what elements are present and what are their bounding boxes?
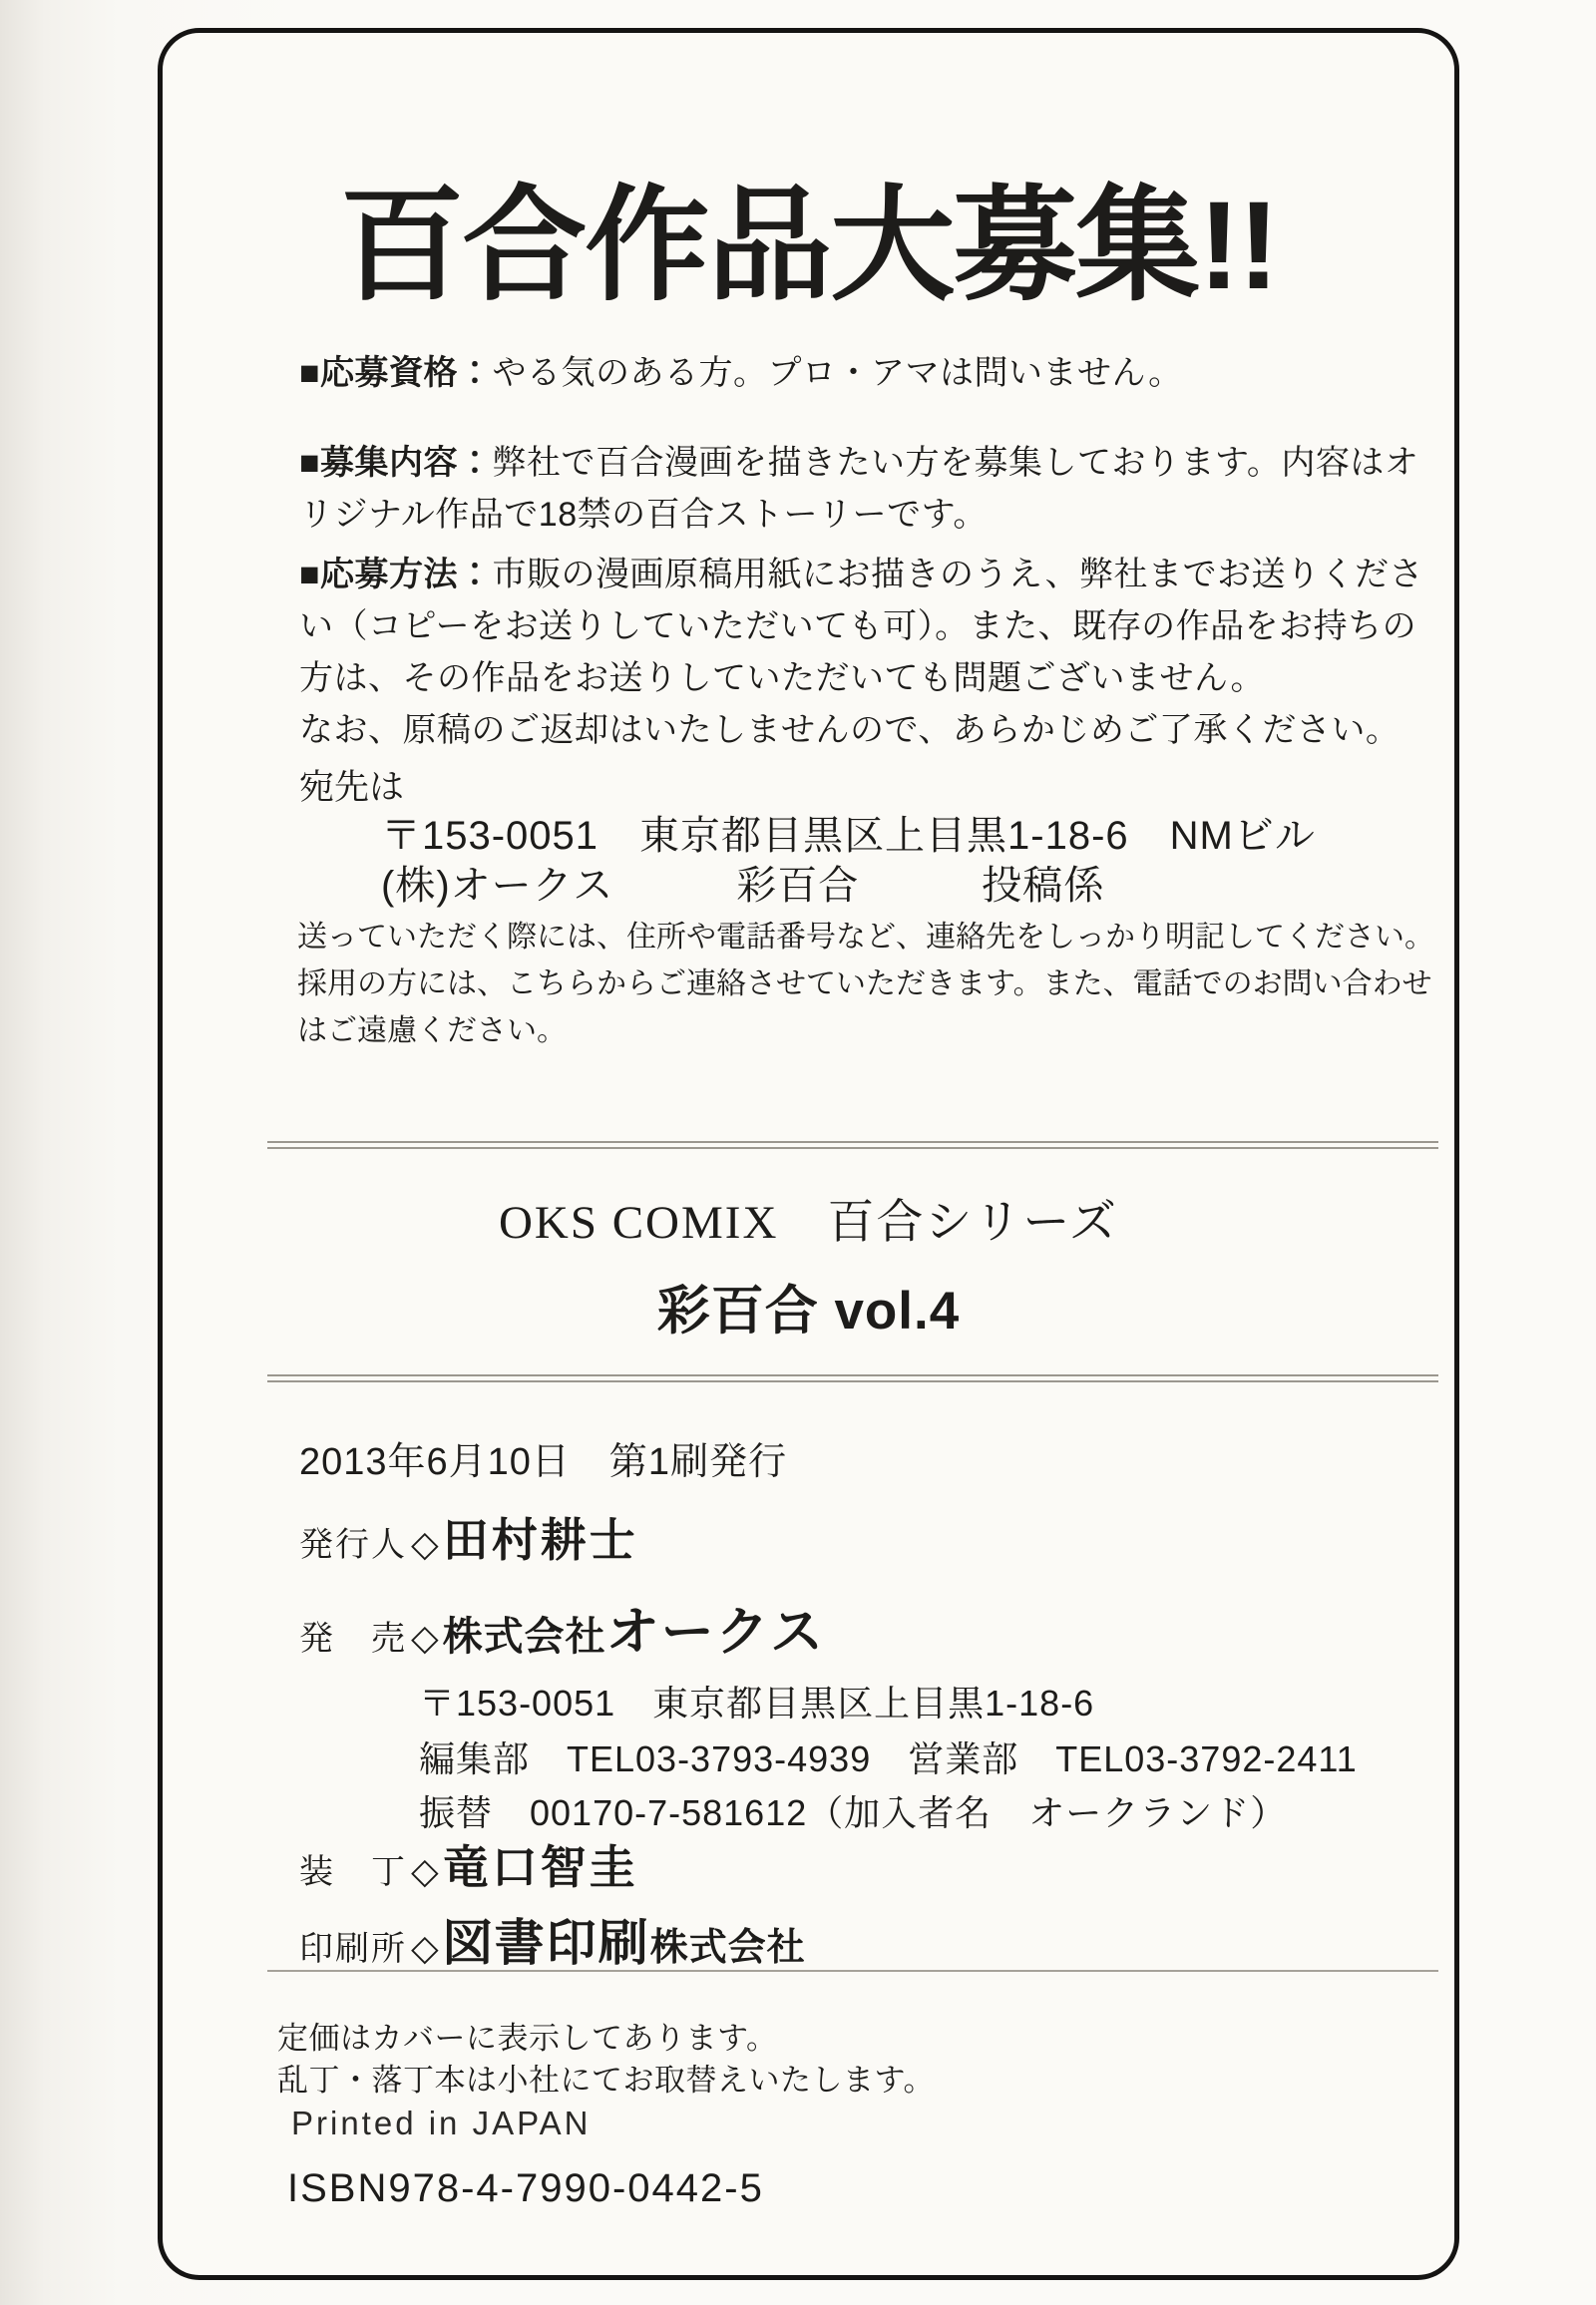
volume-title: 彩百合 vol.4 — [656, 1282, 961, 1341]
separator-middle — [267, 1374, 1438, 1382]
submission-note: 送っていただく際には、住所や電話番号など、連絡先をしっかり明記してください。 採用の方には、こちらからご連絡させていただきます。また、電話でのお問い合わせ はご遠慮ください。 — [297, 921, 1434, 1047]
seller-line — [299, 1590, 825, 1666]
recruit-method — [299, 549, 1446, 756]
recruit-title: 百合作品大募集!! — [339, 177, 1278, 315]
diamond-icon: ◇ — [411, 1617, 439, 1658]
printer-label: 印刷所 — [299, 1930, 407, 1968]
mailing-address-line2: (株)オークス 彩百合 投稿係 — [381, 864, 1105, 908]
printed-in-japan: Printed in JAPAN — [291, 2105, 592, 2141]
recruit-content — [299, 437, 1446, 541]
isbn-number: ISBN978-4-7990-0442-5 — [287, 2166, 764, 2210]
design-name: 竜口智圭 — [442, 1842, 638, 1893]
print-date: 2013年6月10日 第1刷発行 — [299, 1441, 788, 1483]
separator-top — [267, 1141, 1438, 1149]
recruit-qualification — [299, 347, 1446, 399]
seller-prefix: 株式会社 — [442, 1614, 606, 1659]
separator-footer — [267, 1970, 1438, 1972]
series-name: OKS COMIX 百合シリーズ — [498, 1197, 1119, 1249]
recruit-content-text: 弊社で百合漫画を描きたい方を募集しております。内容はオ リジナル作品で18禁の百合ストーリーです。 — [299, 444, 1419, 534]
recruit-content-label: ■募集内容： — [299, 444, 493, 482]
publisher-label: 発行人 — [299, 1526, 407, 1564]
design-line — [299, 1831, 638, 1897]
seller-name: オークス — [605, 1604, 826, 1662]
mailing-address-heading: 宛先は — [299, 768, 405, 807]
price-note: 定価はカバーに表示してあります。 — [277, 2021, 778, 2056]
defect-note: 乱丁・落丁本は小社にてお取替えいたします。 — [277, 2063, 936, 2098]
recruit-qualification-label: ■応募資格： — [299, 354, 493, 392]
recruit-qualification-text: やる気のある方。プロ・アマは問いません。 — [492, 354, 1183, 392]
seller-label: 発 売 — [299, 1620, 407, 1658]
publisher-name: 田村耕士 — [442, 1515, 638, 1566]
phone-line: 編集部 TEL03-3793-4939 営業部 TEL03-3792-2411 — [419, 1738, 1358, 1779]
printer-suffix: 株式会社 — [649, 1927, 806, 1969]
design-label: 装 丁 — [299, 1853, 407, 1891]
printer-name: 図書印刷 — [442, 1915, 650, 1971]
transfer-line: 振替 00170-7-581612（加入者名 オークランド） — [419, 1792, 1288, 1833]
mailing-address-line1: 〒153-0051 東京都目黒区上目黒1-18-6 NMビル — [381, 814, 1316, 858]
publisher-line — [299, 1504, 638, 1570]
recruit-method-text: 市販の漫画原稿用紙にお描きのうえ、弊社までお送りくださ い（コピーをお送りしていただいても可）。また、既存の作品をお持ちの 方は、その作品をお送りしていただいても問題ございません。 なお、原稿のご返却はいたしませんので、あらかじめご了承ください。 — [299, 556, 1424, 749]
recruit-method-label: ■応募方法： — [299, 556, 493, 593]
diamond-icon: ◇ — [411, 1850, 439, 1891]
seller-address: 〒153-0051 東京都目黒区上目黒1-18-6 — [419, 1683, 1095, 1724]
printer-line — [299, 1903, 806, 1975]
diamond-icon: ◇ — [411, 1927, 439, 1968]
diamond-icon: ◇ — [411, 1523, 439, 1564]
